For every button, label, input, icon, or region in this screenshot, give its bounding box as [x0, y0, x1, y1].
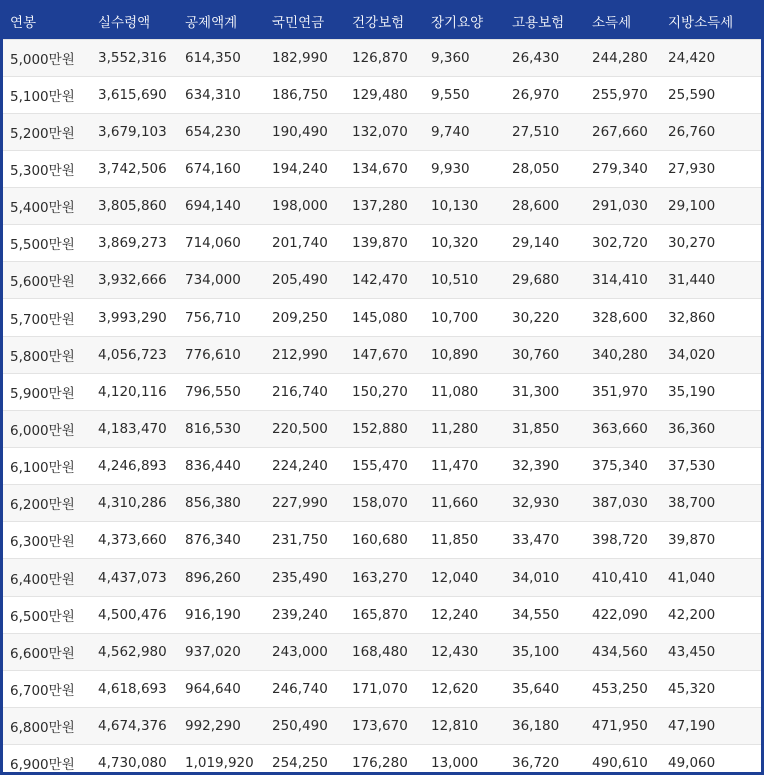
cell-employment-insurance: 34,550: [505, 596, 585, 633]
cell-employment-insurance: 36,180: [505, 708, 585, 745]
cell-income-tax: 328,600: [585, 299, 661, 336]
cell-salary: 5,500만원: [3, 225, 91, 262]
table-row: [3, 113, 761, 150]
cell-total-deduction: 634,310: [178, 76, 265, 113]
cell-salary: 6,500만원: [3, 596, 91, 633]
table-row: [3, 336, 761, 373]
cell-national-pension: 250,490: [265, 708, 345, 745]
cell-total-deduction: 836,440: [178, 448, 265, 485]
cell-total-deduction: 714,060: [178, 225, 265, 262]
cell-salary: 5,400만원: [3, 188, 91, 225]
cell-salary: 5,900만원: [3, 373, 91, 410]
cell-health-insurance: 147,670: [345, 336, 424, 373]
cell-long-term-care: 11,850: [424, 522, 505, 559]
cell-salary: 5,700만원: [3, 299, 91, 336]
cell-net-pay: 4,310,286: [91, 485, 178, 522]
cell-long-term-care: 10,700: [424, 299, 505, 336]
cell-income-tax: 291,030: [585, 188, 661, 225]
cell-national-pension: 239,240: [265, 596, 345, 633]
cell-long-term-care: 11,470: [424, 448, 505, 485]
table-row: [3, 410, 761, 447]
cell-local-income-tax: 35,190: [661, 373, 761, 410]
cell-salary: 5,300만원: [3, 150, 91, 187]
cell-long-term-care: 9,360: [424, 39, 505, 76]
cell-local-income-tax: 26,760: [661, 113, 761, 150]
cell-national-pension: 254,250: [265, 745, 345, 775]
cell-national-pension: 235,490: [265, 559, 345, 596]
table-row: [3, 225, 761, 262]
cell-net-pay: 4,437,073: [91, 559, 178, 596]
cell-long-term-care: 9,740: [424, 113, 505, 150]
table-row: [3, 522, 761, 559]
cell-total-deduction: 816,530: [178, 410, 265, 447]
cell-long-term-care: 12,240: [424, 596, 505, 633]
cell-employment-insurance: 35,100: [505, 633, 585, 670]
cell-income-tax: 422,090: [585, 596, 661, 633]
cell-health-insurance: 160,680: [345, 522, 424, 559]
cell-total-deduction: 756,710: [178, 299, 265, 336]
cell-long-term-care: 12,040: [424, 559, 505, 596]
cell-health-insurance: 134,670: [345, 150, 424, 187]
cell-national-pension: 216,740: [265, 373, 345, 410]
cell-total-deduction: 916,190: [178, 596, 265, 633]
cell-health-insurance: 145,080: [345, 299, 424, 336]
table-row: [3, 39, 761, 76]
cell-net-pay: 4,120,116: [91, 373, 178, 410]
cell-national-pension: 246,740: [265, 670, 345, 707]
column-header-net-pay: 실수령액: [91, 3, 178, 39]
cell-health-insurance: 163,270: [345, 559, 424, 596]
cell-income-tax: 244,280: [585, 39, 661, 76]
cell-local-income-tax: 39,870: [661, 522, 761, 559]
cell-net-pay: 4,730,080: [91, 745, 178, 775]
cell-national-pension: 220,500: [265, 410, 345, 447]
cell-health-insurance: 155,470: [345, 448, 424, 485]
cell-health-insurance: 126,870: [345, 39, 424, 76]
cell-health-insurance: 176,280: [345, 745, 424, 775]
table-row: [3, 745, 761, 775]
column-header-total-deduction: 공제액계: [178, 3, 265, 39]
cell-total-deduction: 937,020: [178, 633, 265, 670]
cell-salary: 6,600만원: [3, 633, 91, 670]
cell-local-income-tax: 37,530: [661, 448, 761, 485]
cell-local-income-tax: 31,440: [661, 262, 761, 299]
cell-income-tax: 453,250: [585, 670, 661, 707]
cell-local-income-tax: 43,450: [661, 633, 761, 670]
cell-employment-insurance: 30,220: [505, 299, 585, 336]
cell-long-term-care: 10,890: [424, 336, 505, 373]
cell-local-income-tax: 29,100: [661, 188, 761, 225]
cell-national-pension: 209,250: [265, 299, 345, 336]
cell-net-pay: 4,056,723: [91, 336, 178, 373]
cell-salary: 5,600만원: [3, 262, 91, 299]
cell-total-deduction: 614,350: [178, 39, 265, 76]
cell-long-term-care: 10,320: [424, 225, 505, 262]
cell-local-income-tax: 30,270: [661, 225, 761, 262]
cell-long-term-care: 12,430: [424, 633, 505, 670]
cell-long-term-care: 10,130: [424, 188, 505, 225]
table-row: [3, 76, 761, 113]
cell-national-pension: 198,000: [265, 188, 345, 225]
cell-income-tax: 351,970: [585, 373, 661, 410]
table-row: [3, 708, 761, 745]
cell-health-insurance: 129,480: [345, 76, 424, 113]
cell-net-pay: 3,805,860: [91, 188, 178, 225]
cell-long-term-care: 10,510: [424, 262, 505, 299]
cell-local-income-tax: 45,320: [661, 670, 761, 707]
cell-salary: 5,800만원: [3, 336, 91, 373]
cell-employment-insurance: 27,510: [505, 113, 585, 150]
cell-total-deduction: 796,550: [178, 373, 265, 410]
cell-health-insurance: 152,880: [345, 410, 424, 447]
cell-national-pension: 224,240: [265, 448, 345, 485]
cell-income-tax: 279,340: [585, 150, 661, 187]
cell-net-pay: 4,246,893: [91, 448, 178, 485]
cell-salary: 6,900만원: [3, 745, 91, 775]
cell-total-deduction: 776,610: [178, 336, 265, 373]
table-row: [3, 262, 761, 299]
table-row: [3, 670, 761, 707]
cell-employment-insurance: 34,010: [505, 559, 585, 596]
cell-local-income-tax: 42,200: [661, 596, 761, 633]
cell-employment-insurance: 32,390: [505, 448, 585, 485]
cell-long-term-care: 12,620: [424, 670, 505, 707]
column-header-national-pension: 국민연금: [265, 3, 345, 39]
cell-net-pay: 4,618,693: [91, 670, 178, 707]
cell-salary: 6,300만원: [3, 522, 91, 559]
cell-income-tax: 410,410: [585, 559, 661, 596]
cell-national-pension: 212,990: [265, 336, 345, 373]
cell-national-pension: 227,990: [265, 485, 345, 522]
cell-health-insurance: 137,280: [345, 188, 424, 225]
cell-income-tax: 267,660: [585, 113, 661, 150]
cell-employment-insurance: 31,300: [505, 373, 585, 410]
cell-salary: 5,200만원: [3, 113, 91, 150]
cell-national-pension: 243,000: [265, 633, 345, 670]
cell-national-pension: 231,750: [265, 522, 345, 559]
column-header-salary: 연봉: [3, 3, 91, 39]
cell-income-tax: 434,560: [585, 633, 661, 670]
cell-net-pay: 3,932,666: [91, 262, 178, 299]
cell-local-income-tax: 47,190: [661, 708, 761, 745]
cell-salary: 6,700만원: [3, 670, 91, 707]
cell-salary: 6,400만원: [3, 559, 91, 596]
column-header-income-tax: 소득세: [585, 3, 661, 39]
cell-income-tax: 387,030: [585, 485, 661, 522]
cell-long-term-care: 11,080: [424, 373, 505, 410]
cell-long-term-care: 9,930: [424, 150, 505, 187]
cell-salary: 6,100만원: [3, 448, 91, 485]
cell-health-insurance: 168,480: [345, 633, 424, 670]
cell-total-deduction: 734,000: [178, 262, 265, 299]
cell-local-income-tax: 41,040: [661, 559, 761, 596]
cell-net-pay: 4,500,476: [91, 596, 178, 633]
cell-health-insurance: 150,270: [345, 373, 424, 410]
cell-total-deduction: 856,380: [178, 485, 265, 522]
cell-net-pay: 3,679,103: [91, 113, 178, 150]
cell-long-term-care: 13,000: [424, 745, 505, 775]
cell-employment-insurance: 26,430: [505, 39, 585, 76]
cell-national-pension: 190,490: [265, 113, 345, 150]
table-row: [3, 299, 761, 336]
cell-income-tax: 398,720: [585, 522, 661, 559]
cell-net-pay: 4,183,470: [91, 410, 178, 447]
cell-local-income-tax: 24,420: [661, 39, 761, 76]
cell-employment-insurance: 29,140: [505, 225, 585, 262]
salary-table: [3, 3, 761, 775]
cell-health-insurance: 158,070: [345, 485, 424, 522]
table-row: [3, 485, 761, 522]
table-header-row: [3, 3, 761, 39]
table-row: [3, 596, 761, 633]
cell-local-income-tax: 34,020: [661, 336, 761, 373]
cell-total-deduction: 674,160: [178, 150, 265, 187]
cell-health-insurance: 139,870: [345, 225, 424, 262]
table-row: [3, 373, 761, 410]
cell-employment-insurance: 26,970: [505, 76, 585, 113]
cell-salary: 6,000만원: [3, 410, 91, 447]
cell-employment-insurance: 28,050: [505, 150, 585, 187]
table-row: [3, 188, 761, 225]
cell-salary: 5,000만원: [3, 39, 91, 76]
cell-income-tax: 302,720: [585, 225, 661, 262]
cell-employment-insurance: 33,470: [505, 522, 585, 559]
cell-health-insurance: 132,070: [345, 113, 424, 150]
cell-local-income-tax: 49,060: [661, 745, 761, 775]
cell-employment-insurance: 28,600: [505, 188, 585, 225]
cell-net-pay: 3,742,506: [91, 150, 178, 187]
cell-income-tax: 314,410: [585, 262, 661, 299]
cell-national-pension: 182,990: [265, 39, 345, 76]
table-row: [3, 150, 761, 187]
cell-net-pay: 4,373,660: [91, 522, 178, 559]
cell-employment-insurance: 30,760: [505, 336, 585, 373]
column-header-local-income-tax: 지방소득세: [661, 3, 761, 39]
column-header-long-term-care: 장기요양: [424, 3, 505, 39]
cell-employment-insurance: 29,680: [505, 262, 585, 299]
cell-local-income-tax: 25,590: [661, 76, 761, 113]
cell-national-pension: 201,740: [265, 225, 345, 262]
cell-total-deduction: 694,140: [178, 188, 265, 225]
cell-net-pay: 3,552,316: [91, 39, 178, 76]
cell-national-pension: 194,240: [265, 150, 345, 187]
cell-income-tax: 471,950: [585, 708, 661, 745]
cell-income-tax: 363,660: [585, 410, 661, 447]
cell-net-pay: 4,674,376: [91, 708, 178, 745]
cell-total-deduction: 654,230: [178, 113, 265, 150]
cell-income-tax: 490,610: [585, 745, 661, 775]
cell-national-pension: 186,750: [265, 76, 345, 113]
table-row: [3, 559, 761, 596]
cell-employment-insurance: 36,720: [505, 745, 585, 775]
cell-long-term-care: 12,810: [424, 708, 505, 745]
cell-local-income-tax: 38,700: [661, 485, 761, 522]
column-header-health-insurance: 건강보험: [345, 3, 424, 39]
cell-net-pay: 3,615,690: [91, 76, 178, 113]
cell-employment-insurance: 35,640: [505, 670, 585, 707]
cell-employment-insurance: 31,850: [505, 410, 585, 447]
cell-national-pension: 205,490: [265, 262, 345, 299]
cell-salary: 6,200만원: [3, 485, 91, 522]
cell-income-tax: 255,970: [585, 76, 661, 113]
cell-local-income-tax: 27,930: [661, 150, 761, 187]
cell-employment-insurance: 32,930: [505, 485, 585, 522]
cell-health-insurance: 165,870: [345, 596, 424, 633]
cell-total-deduction: 1,019,920: [178, 745, 265, 775]
cell-long-term-care: 11,280: [424, 410, 505, 447]
cell-net-pay: 3,993,290: [91, 299, 178, 336]
column-header-employment-insurance: 고용보험: [505, 3, 585, 39]
cell-total-deduction: 964,640: [178, 670, 265, 707]
cell-total-deduction: 992,290: [178, 708, 265, 745]
cell-local-income-tax: 32,860: [661, 299, 761, 336]
cell-health-insurance: 142,470: [345, 262, 424, 299]
cell-health-insurance: 173,670: [345, 708, 424, 745]
table-row: [3, 633, 761, 670]
cell-health-insurance: 171,070: [345, 670, 424, 707]
cell-net-pay: 4,562,980: [91, 633, 178, 670]
cell-salary: 6,800만원: [3, 708, 91, 745]
cell-total-deduction: 876,340: [178, 522, 265, 559]
cell-long-term-care: 9,550: [424, 76, 505, 113]
cell-net-pay: 3,869,273: [91, 225, 178, 262]
cell-local-income-tax: 36,360: [661, 410, 761, 447]
cell-income-tax: 375,340: [585, 448, 661, 485]
cell-long-term-care: 11,660: [424, 485, 505, 522]
cell-total-deduction: 896,260: [178, 559, 265, 596]
cell-income-tax: 340,280: [585, 336, 661, 373]
table-row: [3, 448, 761, 485]
table-body: [3, 39, 761, 775]
cell-salary: 5,100만원: [3, 76, 91, 113]
